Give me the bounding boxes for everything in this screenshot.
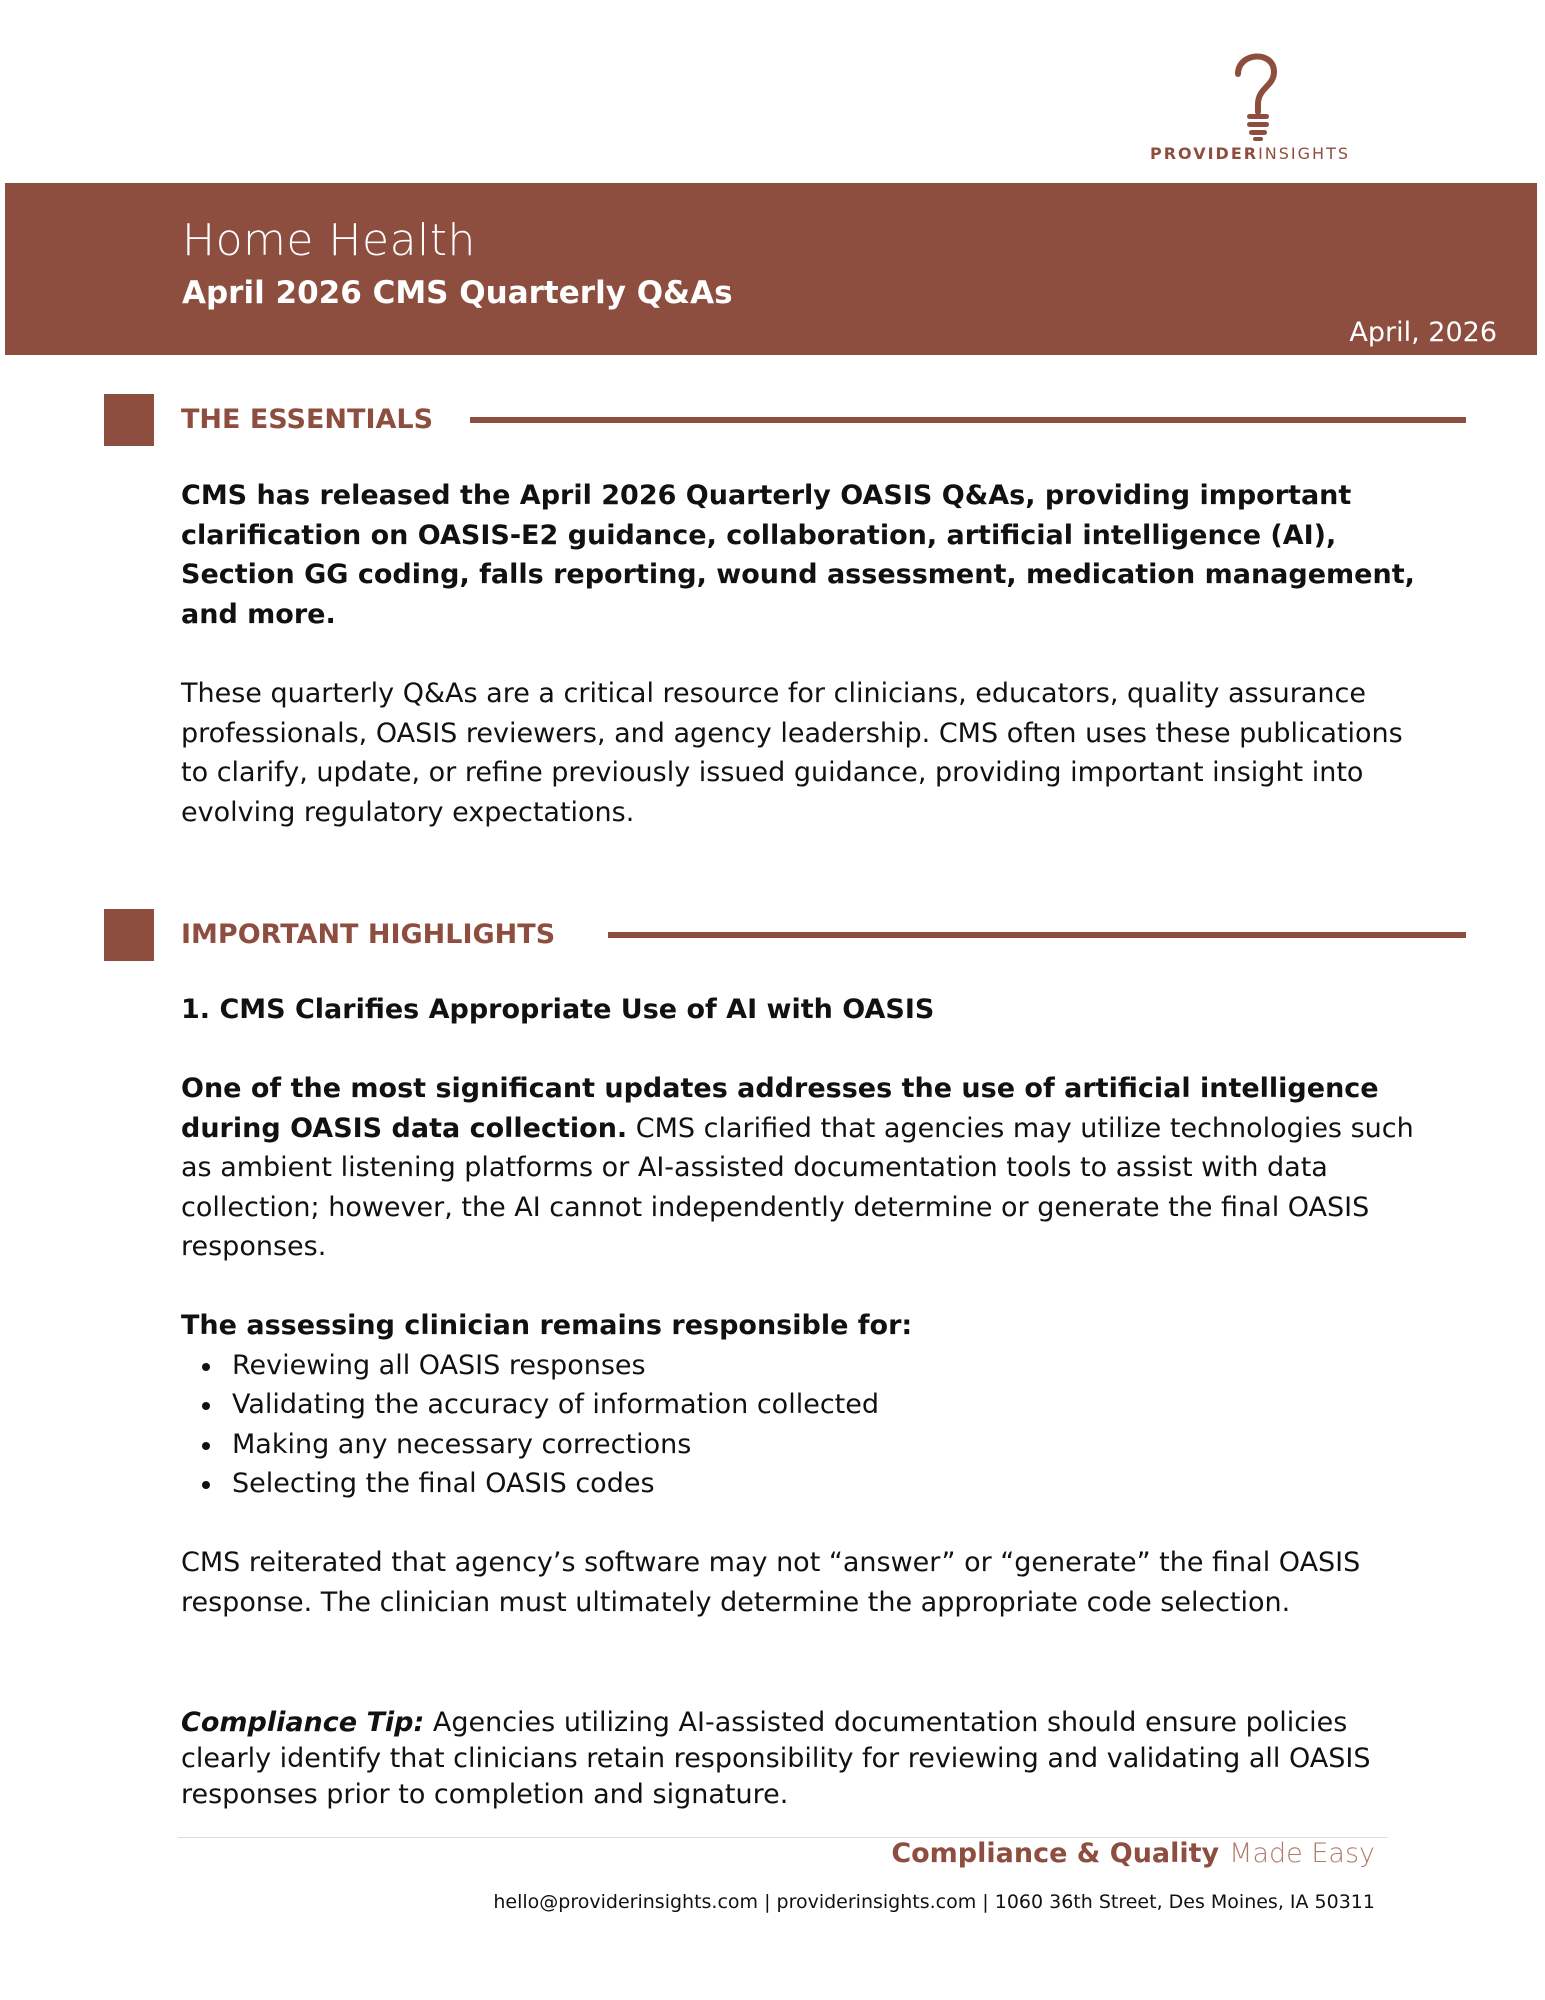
section-heading-label: THE ESSENTIALS <box>181 404 434 435</box>
footer-tagline <box>891 1838 1375 1869</box>
responsibilities-block <box>181 1306 1421 1504</box>
compliance-tip <box>181 1705 1421 1813</box>
essentials-body: These quarterly Q&As are a critical resource for clinicians, educators, quality assurance professionals, OASIS reviewers, and agency leadership. CMS often uses these publications to clarify, update, or refine previously issued guidance, providing important insight into evolving regulatory expectations. <box>181 678 1403 828</box>
banner-title: April 2026 CMS Quarterly Q&As <box>182 275 733 311</box>
logo-wordmark-strong: PROVIDER <box>1149 144 1259 163</box>
highlight-ai-paragraph-rest: CMS clarified that agencies may utilize technologies such as ambient listening platforms or AI-assisted documentation tools to assist with data collection; however, the AI cannot independently determine or generate the final OASIS responses. <box>181 1112 1414 1262</box>
header-banner <box>5 183 1537 355</box>
list-item: Selecting the final OASIS codes <box>181 1464 1421 1504</box>
section-rule <box>470 417 1466 423</box>
list-item: Reviewing all OASIS responses <box>181 1346 1421 1386</box>
footer-tagline-strong: Compliance & Quality <box>891 1838 1220 1869</box>
footer-tagline-light: Made Easy <box>1229 1838 1375 1869</box>
reiteration-paragraph: CMS reiterated that agency’s software may not “answer” or “generate” the final OASIS response. The clinician must ultimately determine the appropriate code selection. <box>181 1547 1361 1618</box>
highlight-item-title: 1. CMS Clarifies Appropriate Use of AI with OASIS <box>181 994 935 1025</box>
banner-date: April, 2026 <box>1349 317 1497 348</box>
essentials-lead: CMS has released the April 2026 Quarterly OASIS Q&As, providing important clarification on OASIS-E2 guidance, collaboration, artificial intelligence (AI), Section GG coding, falls reporting, wound assessment, medication management, and more. <box>181 480 1415 630</box>
compliance-tip-label: Compliance Tip: <box>181 1707 425 1738</box>
list-item: Validating the accuracy of information collected <box>181 1385 1421 1425</box>
section-rule <box>608 932 1466 938</box>
section-square-marker <box>104 394 154 446</box>
logo-wordmark-light: INSIGHTS <box>1258 144 1350 163</box>
list-item: Making any necessary corrections <box>181 1425 1421 1465</box>
section-square-marker <box>104 909 154 961</box>
section-heading-highlights <box>104 909 1466 961</box>
provider-insights-logo <box>1130 42 1370 167</box>
highlight-ai-paragraph <box>181 1069 1421 1267</box>
section-heading-essentials <box>104 394 1466 446</box>
responsibilities-list <box>181 1346 1421 1504</box>
highlight-ai-paragraph-lead: One of the most significant updates addresses the use of artificial intelligence during OASIS data collection. <box>181 1073 1379 1144</box>
footer-contact-info: hello@providerinsights.com | providerinsights.com | 1060 36th Street, Des Moines, IA 50311 <box>493 1891 1375 1913</box>
banner-subtitle: Home Health <box>182 215 476 266</box>
lightbulb-question-icon <box>1218 42 1282 142</box>
section-heading-label: IMPORTANT HIGHLIGHTS <box>181 919 556 950</box>
logo-wordmark <box>1130 144 1370 163</box>
responsibilities-heading: The assessing clinician remains responsible for: <box>181 1310 913 1341</box>
compliance-tip-text: Agencies utilizing AI-assisted documentation should ensure policies clearly identify that clinicians retain responsibility for reviewing and validating all OASIS responses prior to completion and signature. <box>181 1707 1371 1810</box>
